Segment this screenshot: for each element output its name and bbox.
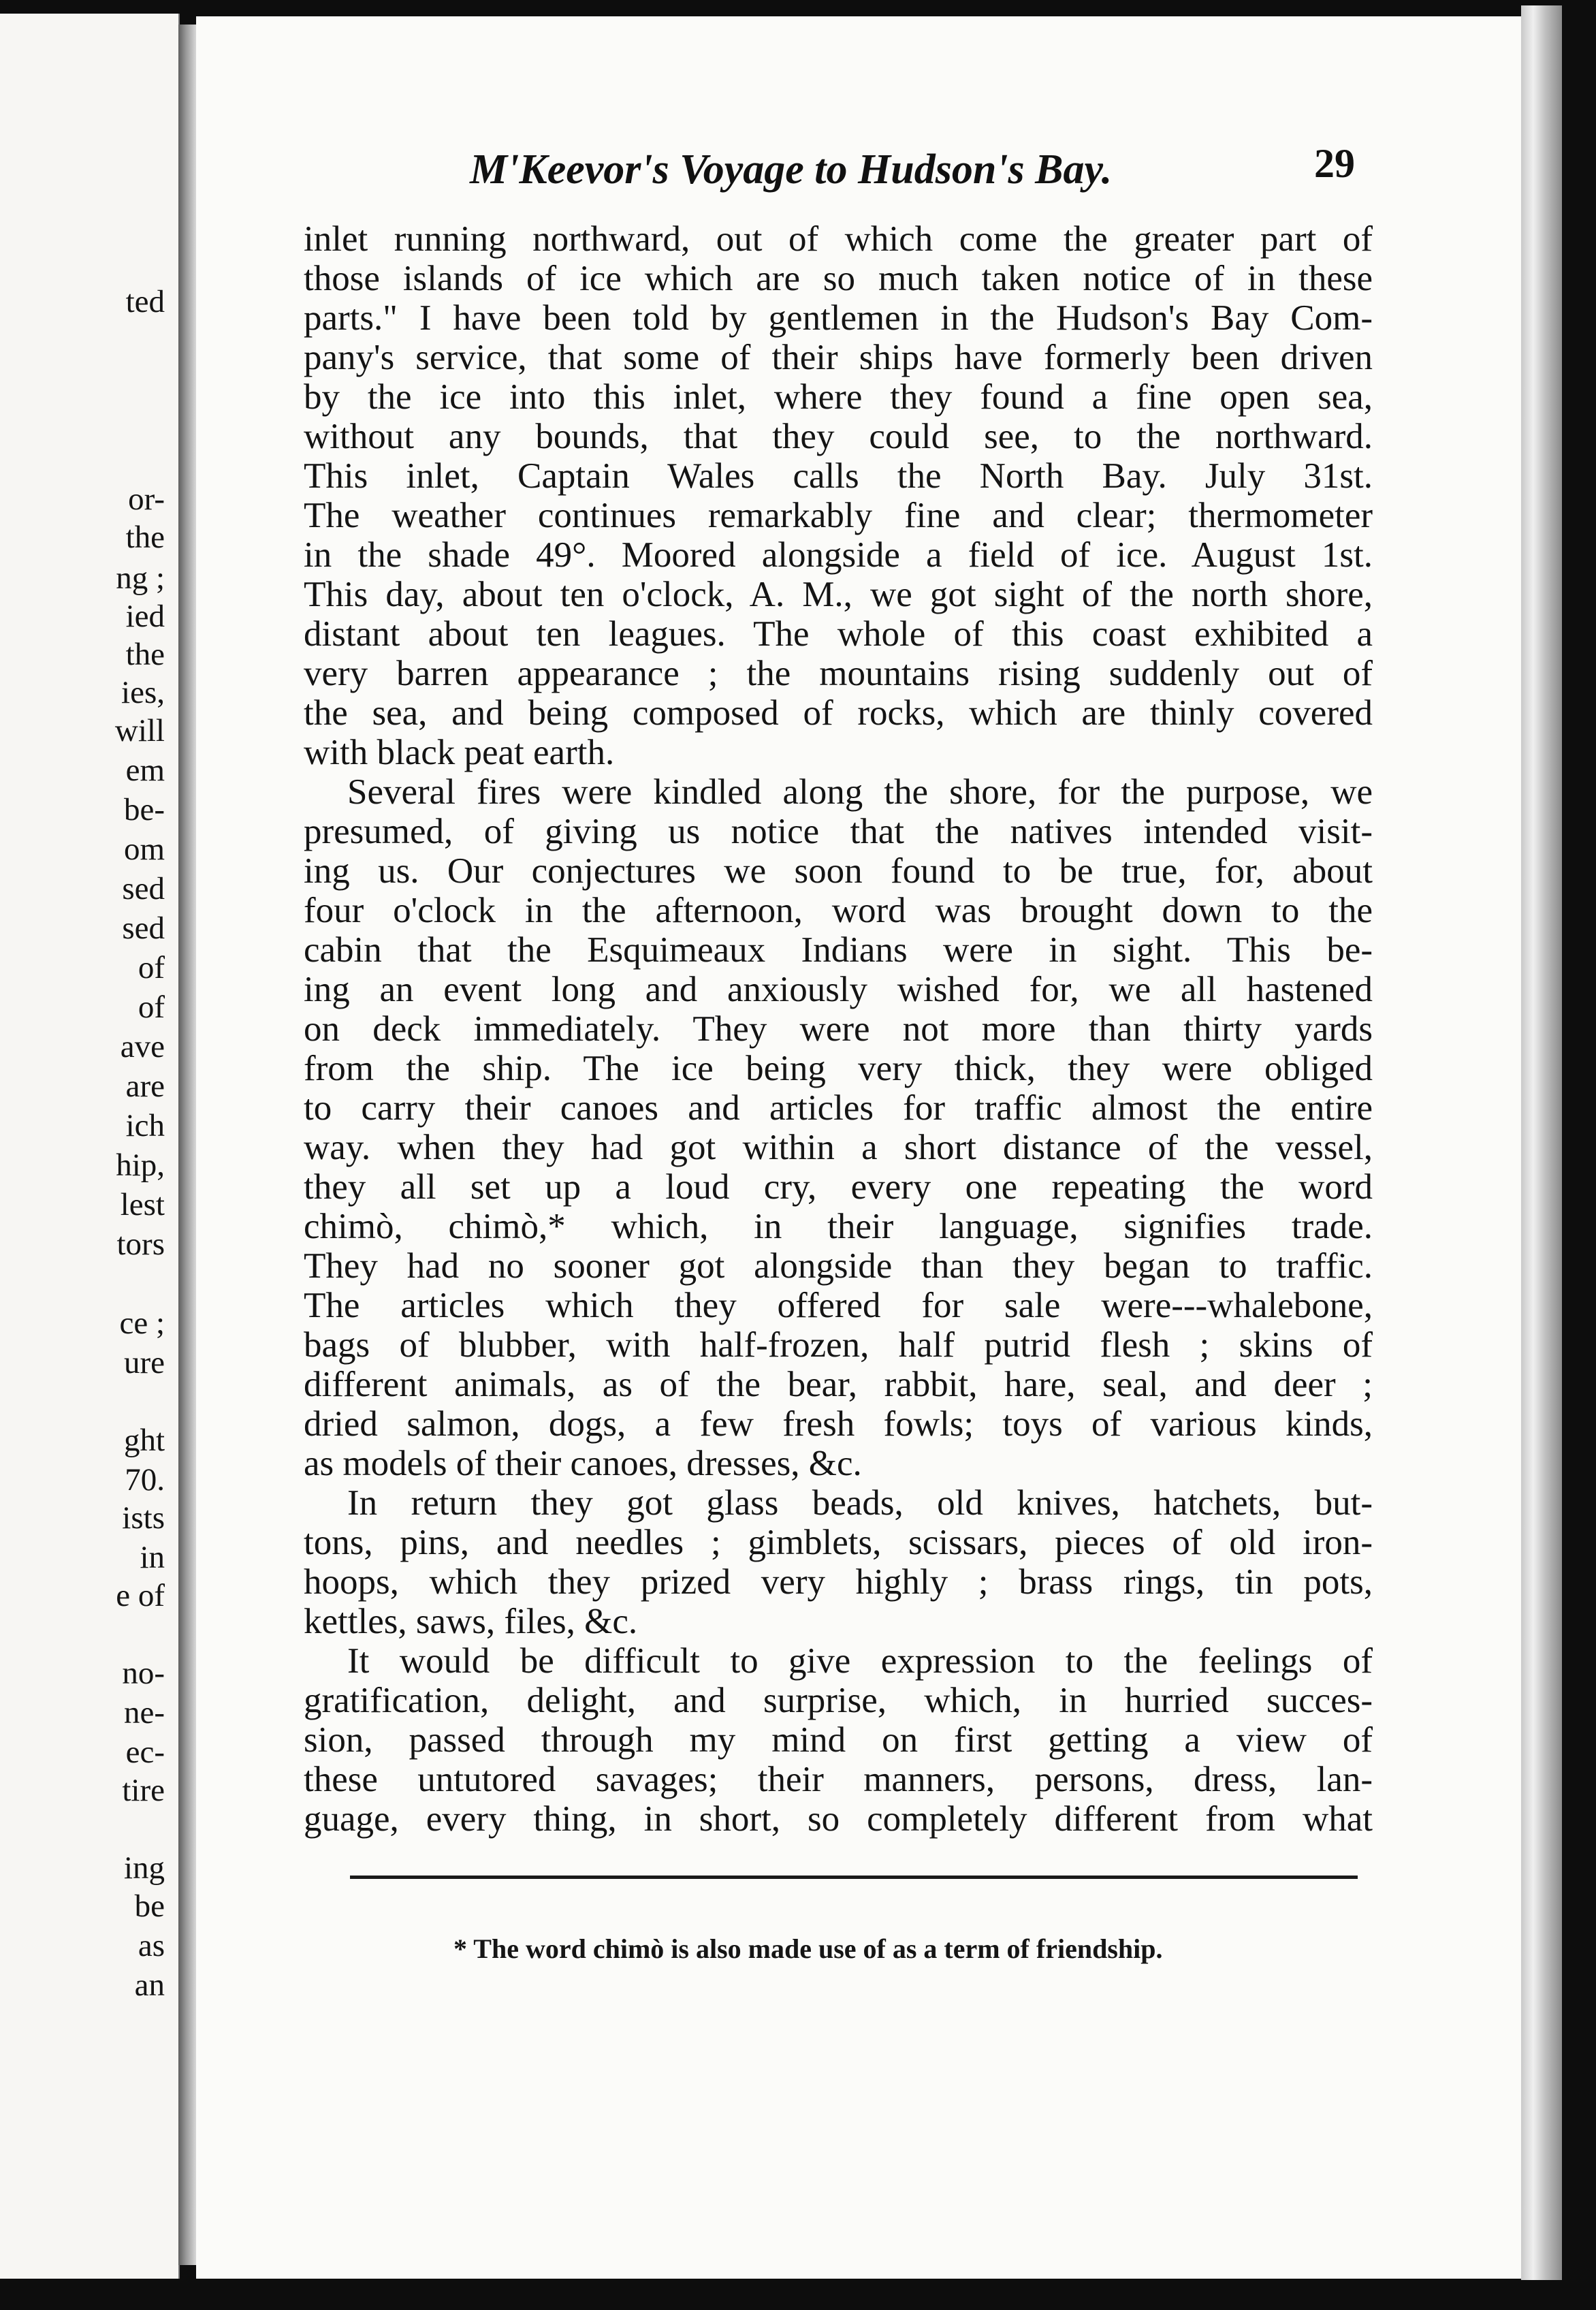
facing-page-text: as xyxy=(138,1928,165,1963)
facing-page-text: em xyxy=(125,753,165,788)
running-head: M'Keevor's Voyage to Hudson's Bay. xyxy=(470,146,1113,193)
text-line: very barren appearance ; the mountains rising suddenly out of xyxy=(304,654,1373,693)
text-line: distant about ten leagues. The whole of this coast exhibited a xyxy=(304,614,1373,654)
facing-page-text: ng ; xyxy=(116,560,165,596)
facing-page-text: ing xyxy=(123,1850,165,1886)
facing-page-text: ists xyxy=(122,1500,165,1536)
text-line: bags of blubber, with half-frozen, half putrid flesh ; skins of xyxy=(304,1325,1373,1365)
facing-page-text: or- xyxy=(128,481,165,517)
text-line: the sea, and being composed of rocks, which are thinly covered xyxy=(304,693,1373,733)
text-line: from the ship. The ice being very thick, they were obliged xyxy=(304,1049,1373,1088)
facing-page-text: tors xyxy=(116,1227,165,1262)
text-line: way. when they had got within a short distance of the vessel, xyxy=(304,1128,1373,1167)
text-line: In return they got glass beads, old knives, hatchets, but- xyxy=(347,1483,1373,1523)
facing-page-text: will xyxy=(114,713,165,748)
text-line: four o'clock in the afternoon, word was brought down to the xyxy=(304,891,1373,930)
facing-page-text: ied xyxy=(125,599,165,634)
facing-page-text: ted xyxy=(125,284,165,319)
facing-page-text: ave xyxy=(120,1029,165,1064)
facing-page-text: ght xyxy=(123,1423,165,1458)
text-line: This day, about ten o'clock, A. M., we got sight of the north shore, xyxy=(304,575,1373,614)
facing-page-text: the xyxy=(125,520,165,555)
facing-page-text: ies, xyxy=(121,675,165,710)
facing-page-fragment xyxy=(0,14,180,2279)
text-line: tons, pins, and needles ; gimblets, scissars, pieces of old iron- xyxy=(304,1523,1373,1562)
text-line: They had no sooner got alongside than they began to traffic. xyxy=(304,1246,1373,1286)
text-line: ing us. Our conjectures we soon found to be true, for, about xyxy=(304,851,1373,891)
facing-page-text: ce ; xyxy=(119,1306,165,1341)
facing-page-text: sed xyxy=(122,871,165,906)
facing-page-text: the xyxy=(125,637,165,672)
facing-page-text: ich xyxy=(125,1108,165,1143)
text-line: by the ice into this inlet, where they found a fine open sea, xyxy=(304,377,1373,417)
text-line: different animals, as of the bear, rabbit, hare, seal, and deer ; xyxy=(304,1365,1373,1404)
text-line: as models of their canoes, dresses, &c. xyxy=(304,1444,862,1483)
text-line: It would be difficult to give expression to the feelings of xyxy=(347,1641,1373,1681)
text-line: in the shade 49°. Moored alongside a field of ice. August 1st. xyxy=(304,535,1373,575)
facing-page-text: in xyxy=(140,1540,165,1575)
facing-page-text: sed xyxy=(122,911,165,946)
text-line: Several fires were kindled along the shore, for the purpose, we xyxy=(347,772,1373,812)
text-line: on deck immediately. They were not more than thirty yards xyxy=(304,1009,1373,1049)
text-line: without any bounds, that they could see, to the northward. xyxy=(304,417,1373,456)
book-gutter xyxy=(178,25,196,2265)
text-line: pany's service, that some of their ships have formerly been driven xyxy=(304,338,1373,377)
text-line: dried salmon, dogs, a few fresh fowls; toys of various kinds, xyxy=(304,1404,1373,1444)
text-line: kettles, saws, files, &c. xyxy=(304,1602,638,1641)
text-line: parts." I have been told by gentlemen in the Hudson's Bay Com- xyxy=(304,298,1373,338)
text-line: those islands of ice which are so much taken notice of in these xyxy=(304,259,1373,298)
facing-page-text: om xyxy=(123,832,165,867)
page-number: 29 xyxy=(1314,141,1355,186)
text-line: sion, passed through my mind on first getting a view of xyxy=(304,1720,1373,1760)
text-line: inlet running northward, out of which come the greater part of xyxy=(304,219,1373,259)
text-line: they all set up a loud cry, every one repeating the word xyxy=(304,1167,1373,1207)
facing-page-text: ne- xyxy=(123,1695,165,1730)
facing-page-text: of xyxy=(138,950,165,985)
facing-page-text: an xyxy=(134,1967,165,2003)
text-line: these untutored savages; their manners, persons, dress, lan- xyxy=(304,1760,1373,1799)
page-edge xyxy=(1521,5,1562,2280)
text-line: to carry their canoes and articles for traffic almost the entire xyxy=(304,1088,1373,1128)
text-line: with black peat earth. xyxy=(304,733,615,772)
facing-page-text: are xyxy=(125,1069,165,1104)
footnote: * The word chimò is also made use of as a term of friendship. xyxy=(453,1933,1163,1964)
facing-page-text: 70. xyxy=(125,1462,165,1498)
text-line: presumed, of giving us notice that the natives intended visit- xyxy=(304,812,1373,851)
facing-page-text: of xyxy=(138,990,165,1025)
facing-page-text: be- xyxy=(123,792,165,827)
facing-page-text: e of xyxy=(116,1578,165,1613)
facing-page-text: hip, xyxy=(116,1148,165,1183)
text-line: This inlet, Captain Wales calls the North Bay. July 31st. xyxy=(304,456,1373,496)
text-line: hoops, which they prized very highly ; brass rings, tin pots, xyxy=(304,1562,1373,1602)
text-line: The weather continues remarkably fine and clear; thermometer xyxy=(304,496,1373,535)
text-line: ing an event long and anxiously wished for, we all hastened xyxy=(304,970,1373,1009)
facing-page-text: lest xyxy=(120,1187,165,1222)
facing-page-text: ure xyxy=(123,1345,165,1380)
text-line: The articles which they offered for sale were---whalebone, xyxy=(304,1286,1373,1325)
text-line: cabin that the Esquimeaux Indians were in sight. This be- xyxy=(304,930,1373,970)
text-line: gratification, delight, and surprise, which, in hurried succes- xyxy=(304,1681,1373,1720)
facing-page-text: be xyxy=(134,1888,165,1924)
facing-page-text: no- xyxy=(122,1656,165,1691)
facing-page-text: tire xyxy=(122,1773,165,1808)
text-line: guage, every thing, in short, so completely different from what xyxy=(304,1799,1373,1839)
text-line: chimò, chimò,* which, in their language, signifies trade. xyxy=(304,1207,1373,1246)
footnote-rule xyxy=(350,1876,1358,1879)
facing-page-text: ec- xyxy=(125,1735,165,1770)
